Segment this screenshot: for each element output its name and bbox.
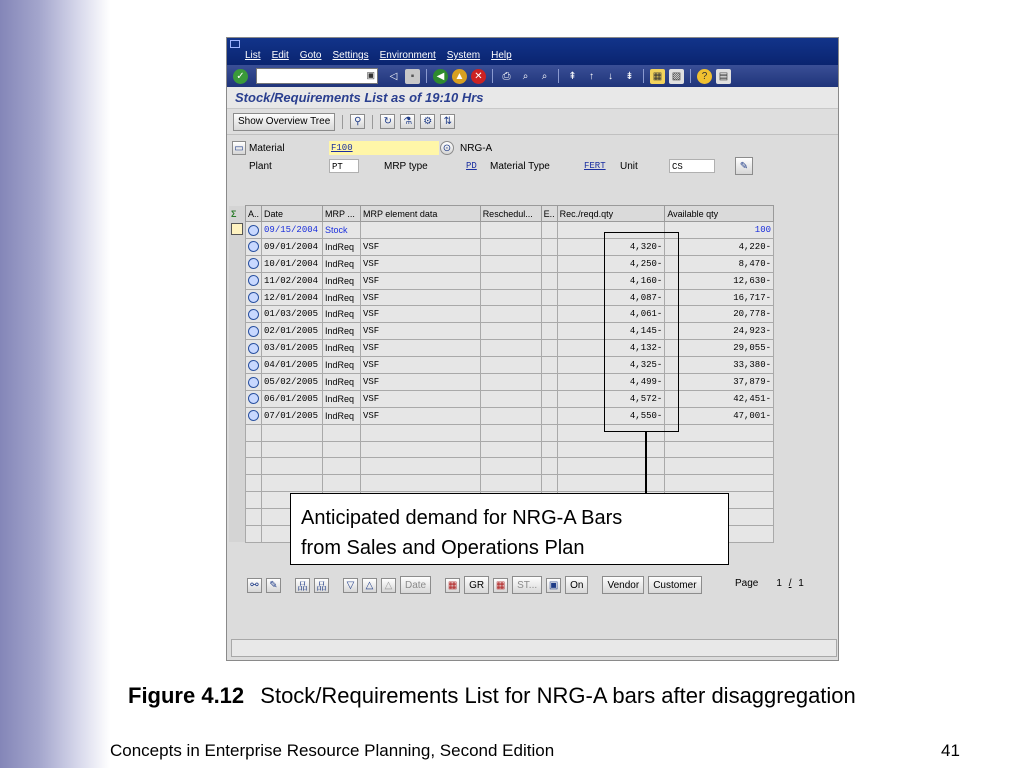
rec-reqd-qty-cell: 4,145- [557,323,665,340]
material-type-label: Material Type [490,161,550,172]
reschedule-cell [480,374,541,391]
collapse-icon[interactable]: ▽ [343,578,358,593]
plant-field[interactable]: PT [329,159,359,173]
table-row[interactable] [229,238,774,255]
e-cell [541,357,557,374]
row-selector [229,323,246,340]
row-selector [229,357,246,374]
available-qty-cell [665,424,774,441]
date-cell: 01/03/2005 [262,306,323,323]
help-icon[interactable]: ? [697,69,712,84]
rec-reqd-qty-cell: 4,160- [557,272,665,289]
page-current: 1 [776,578,782,589]
alert-icon[interactable]: △ [381,578,396,593]
mrp-element-cell [323,458,361,475]
reschedule-cell [480,272,541,289]
row-icon-cell [246,441,262,458]
display-icon[interactable]: ⚯ [247,578,262,593]
mrp-element-cell: IndReq [323,238,361,255]
available-qty-cell: 16,717- [665,289,774,306]
toolbar-separator [558,69,559,83]
gr-button[interactable]: GR [464,576,489,594]
date-cell: 06/01/2005 [262,390,323,407]
row-selector [229,509,246,526]
table-row[interactable] [229,222,774,239]
last-page-icon[interactable]: ⇟ [625,70,634,82]
customer-button[interactable]: Customer [648,576,701,594]
back-arrow-icon[interactable]: ◁ [389,70,398,82]
col-header-date[interactable]: Date [262,206,323,222]
rec-reqd-qty-cell [557,458,665,475]
element-detail-icon[interactable] [248,309,259,320]
row-selector [229,492,246,509]
callout-line-1: Anticipated demand for NRG-A Bars [301,507,623,529]
row-selector [229,340,246,357]
page-label: Page [735,578,759,589]
edit-icon[interactable]: ✎ [735,157,753,175]
available-qty-cell [665,458,774,475]
date-cell: 11/02/2004 [262,272,323,289]
e-cell [541,238,557,255]
page-separator: / [788,578,792,589]
row-selector [229,222,246,239]
material-icon[interactable]: ▭ [232,141,246,155]
menu-environment[interactable]: Environment [379,50,436,61]
row-icon-cell [246,272,262,289]
date-cell: 03/01/2005 [262,340,323,357]
pager [735,578,804,589]
layout-menu-icon[interactable]: ▤ [716,69,731,84]
figure-text: Stock/Requirements List for NRG-A bars after disaggregation [260,683,856,708]
rec-reqd-qty-cell: 4,087- [557,289,665,306]
expand-icon[interactable]: △ [362,578,377,593]
menu-settings[interactable]: Settings [332,50,369,61]
menu-edit[interactable]: Edit [271,50,289,61]
table-row[interactable] [229,407,774,424]
plant-label: Plant [249,161,272,172]
filter-icon[interactable]: ⚗ [400,114,415,129]
row-icon-cell [246,357,262,374]
e-cell [541,323,557,340]
mrp-element-data-cell: VSF [360,357,480,374]
table-row[interactable] [229,289,774,306]
footer-page-number: 41 [941,741,960,760]
stock-transfer-button[interactable]: ST... [512,576,542,594]
table-row[interactable] [229,272,774,289]
rec-reqd-qty-cell: 4,320- [557,238,665,255]
mrp-element-data-cell: VSF [360,390,480,407]
row-icon-cell [246,323,262,340]
e-cell [541,424,557,441]
available-qty-cell: 42,451- [665,390,774,407]
row-selector [229,238,246,255]
mrp-type-label: MRP type [384,161,428,172]
mrp-type-field[interactable]: PD [466,161,477,171]
row-icon-cell [246,374,262,391]
rec-reqd-qty-cell [557,475,665,492]
menu-goto[interactable]: Goto [299,50,322,61]
rec-reqd-qty-cell: 4,572- [557,390,665,407]
reschedule-cell [480,238,541,255]
date-button[interactable]: Date [400,576,431,594]
mrp-element-cell: IndReq [323,272,361,289]
reschedule-cell [480,390,541,407]
menu-list[interactable]: List [245,50,261,61]
reschedule-cell [480,407,541,424]
table-row[interactable] [229,441,774,458]
title-area [227,87,838,109]
mrp-element-cell: IndReq [323,289,361,306]
date-cell [262,458,323,475]
e-cell [541,222,557,239]
element-detail-icon[interactable] [248,225,259,236]
mrp-element-cell [323,475,361,492]
unit-field[interactable]: CS [669,159,715,173]
row-selector [229,289,246,306]
mrp-element-data-cell [360,441,480,458]
reschedule-cell [480,441,541,458]
first-page-icon[interactable]: ⇞ [568,70,577,82]
application-toolbar [227,109,838,135]
mrp-element-data-cell: VSF [360,407,480,424]
element-detail-icon[interactable] [248,343,259,354]
on-button[interactable]: On [565,576,588,594]
date-cell: 05/02/2005 [262,374,323,391]
row-icon-cell [246,509,262,526]
row-selector [229,526,246,543]
callout-line-2: from Sales and Operations Plan [301,537,585,559]
row-icon-cell [246,222,262,239]
hierarchy-expand-icon[interactable]: 品 [314,578,329,593]
save-icon[interactable]: ▪ [405,69,420,84]
material-type-field[interactable]: FERT [584,161,606,171]
row-selector [229,374,246,391]
row-icon-cell [246,492,262,509]
date-cell [262,424,323,441]
element-detail-icon[interactable] [248,326,259,337]
reschedule-cell [480,357,541,374]
date-cell [262,475,323,492]
command-field[interactable] [256,68,378,84]
stock-transfer-icon[interactable]: ▦ [493,578,508,593]
row-icon-cell [246,458,262,475]
row-icon-cell [246,255,262,272]
col-header-reschedule[interactable]: Reschedul... [480,206,541,222]
e-cell [541,441,557,458]
table-row[interactable] [229,306,774,323]
table-row[interactable] [229,374,774,391]
shortcut-icon[interactable]: ▧ [669,69,684,84]
callout-connector [645,432,647,494]
sort-icon[interactable]: ⇅ [440,114,455,129]
row-selector [229,390,246,407]
menu-help[interactable]: Help [491,50,512,61]
highlight-box [604,232,679,432]
mrp-element-data-cell [360,475,480,492]
toolbar-separator [342,115,343,129]
page-indicator [776,578,803,589]
reschedule-cell [480,222,541,239]
exit-icon[interactable]: ▲ [452,69,467,84]
mrp-element-cell: IndReq [323,407,361,424]
rec-reqd-qty-cell: 4,325- [557,357,665,374]
standard-toolbar [227,65,838,87]
gr-icon[interactable]: ▦ [445,578,460,593]
mrp-element-cell: IndReq [323,390,361,407]
toolbar-separator [426,69,427,83]
element-detail-icon[interactable] [248,275,259,286]
table-row[interactable] [229,390,774,407]
e-cell [541,255,557,272]
element-detail-icon[interactable] [248,258,259,269]
reschedule-cell [480,255,541,272]
col-header-a[interactable]: A.. [246,206,262,222]
bottom-toolbar [247,575,702,595]
mrp-element-data-cell: VSF [360,238,480,255]
next-page-icon[interactable]: ↓ [608,70,613,82]
find-next-icon[interactable]: ⌕ [541,70,548,82]
row-icon-cell [246,424,262,441]
toolbar-separator [643,69,644,83]
element-detail-icon[interactable] [248,241,259,252]
row-icon-cell [246,475,262,492]
reschedule-cell [480,340,541,357]
e-cell [541,289,557,306]
col-header-mrp[interactable]: MRP ... [323,206,361,222]
date-cell: 12/01/2004 [262,289,323,306]
figure-label: Figure 4.12 [128,683,245,708]
print-icon[interactable]: ⎙ [502,70,511,82]
status-bar [231,639,837,657]
menu-items [245,50,512,61]
element-detail-icon[interactable] [248,410,259,421]
enter-icon[interactable]: ✓ [233,69,248,84]
find-icon[interactable]: ⌕ [522,70,529,82]
mrp-element-cell: IndReq [323,255,361,272]
rec-reqd-qty-cell: 4,061- [557,306,665,323]
row-selector [229,424,246,441]
reschedule-cell [480,458,541,475]
callout-box [290,493,729,565]
table-corner-icon[interactable]: Σ [229,206,246,222]
material-header [227,135,838,195]
command-history-icon[interactable]: ▣ [366,70,375,80]
reschedule-cell [480,475,541,492]
reschedule-cell [480,306,541,323]
menu-system[interactable]: System [446,50,481,61]
col-header-available-qty[interactable]: Available qty [665,206,774,222]
row-selector [229,441,246,458]
row-icon-cell [246,238,262,255]
slide-decoration-bar [0,0,110,768]
previous-page-icon[interactable]: ↑ [589,70,594,82]
vendor-button[interactable]: Vendor [602,576,644,594]
mrp-element-data-cell: VSF [360,323,480,340]
mrp-element-data-cell [360,458,480,475]
footer-book-title: Concepts in Enterprise Resource Planning, Second Edition [110,741,555,760]
date-cell: 10/01/2004 [262,255,323,272]
change-icon[interactable]: ✎ [266,578,281,593]
date-cell: 09/15/2004 [262,222,323,239]
rec-reqd-qty-cell [557,441,665,458]
available-qty-cell: 100 [665,222,774,239]
settings-icon[interactable]: ⚙ [420,114,435,129]
table-row[interactable] [229,475,774,492]
element-detail-icon[interactable] [248,377,259,388]
e-cell [541,458,557,475]
e-cell [541,390,557,407]
page-total: 1 [798,578,804,589]
mrp-element-data-cell: VSF [360,289,480,306]
col-header-mrp-element-data[interactable]: MRP element data [360,206,480,222]
col-header-rec-reqd-qty[interactable]: Rec./reqd.qty [557,206,665,222]
rec-reqd-qty-cell: 4,132- [557,340,665,357]
available-qty-cell [665,475,774,492]
available-qty-cell: 47,001- [665,407,774,424]
e-cell [541,272,557,289]
e-cell [541,475,557,492]
table-row[interactable] [229,340,774,357]
mrp-element-cell: IndReq [323,323,361,340]
mrp-element-data-cell: VSF [360,255,480,272]
reschedule-cell [480,424,541,441]
available-qty-cell: 12,630- [665,272,774,289]
e-cell [541,374,557,391]
mrp-element-cell [323,441,361,458]
order-icon[interactable]: ▣ [546,578,561,593]
available-qty-cell: 33,380- [665,357,774,374]
rec-reqd-qty-cell: 4,550- [557,407,665,424]
e-cell [541,306,557,323]
row-icon-cell [246,340,262,357]
material-detail-icon[interactable]: ⊙ [440,141,454,155]
available-qty-cell: 20,778- [665,306,774,323]
material-field[interactable]: F100 [329,141,439,155]
date-cell: 02/01/2005 [262,323,323,340]
refresh-icon[interactable]: ↻ [380,114,395,129]
table-row[interactable] [229,424,774,441]
unit-label: Unit [620,161,638,172]
available-qty-cell: 8,470- [665,255,774,272]
e-cell [541,340,557,357]
available-qty-cell: 37,879- [665,374,774,391]
e-cell [541,407,557,424]
row-selector [229,475,246,492]
table-row[interactable] [229,458,774,475]
figure-caption [128,683,856,709]
row-icon-cell [246,306,262,323]
toolbar-separator [372,115,373,129]
col-header-e[interactable]: E.. [541,206,557,222]
element-detail-icon[interactable] [248,393,259,404]
page-title: Stock/Requirements List as of 19:10 Hrs [235,90,484,105]
menu-bar [227,38,838,65]
sap-window [226,37,839,661]
date-cell: 07/01/2005 [262,407,323,424]
table-row[interactable] [229,323,774,340]
table-row[interactable] [229,357,774,374]
mrp-element-data-cell: VSF [360,374,480,391]
available-qty-cell: 29,055- [665,340,774,357]
reschedule-cell [480,323,541,340]
row-selector [229,458,246,475]
hierarchy-icon[interactable]: 品 [295,578,310,593]
mrp-element-data-cell: VSF [360,272,480,289]
row-selector [229,272,246,289]
row-selector [229,306,246,323]
mrp-element-cell: IndReq [323,357,361,374]
mrp-element-cell: IndReq [323,340,361,357]
row-selector [229,407,246,424]
toolbar-separator [492,69,493,83]
row-selector [229,255,246,272]
show-overview-tree-button[interactable]: Show Overview Tree [233,113,335,131]
cancel-icon[interactable]: ✕ [471,69,486,84]
available-qty-cell [665,441,774,458]
person-icon[interactable]: ⚲ [350,114,365,129]
toolbar-separator [690,69,691,83]
rec-reqd-qty-cell: 4,250- [557,255,665,272]
row-icon-cell [246,289,262,306]
reschedule-cell [480,289,541,306]
rec-reqd-qty-cell: 4,499- [557,374,665,391]
element-detail-icon[interactable] [248,292,259,303]
mrp-element-data-cell: VSF [360,340,480,357]
mrp-element-data-cell [360,222,480,239]
material-description: NRG-A [460,143,493,154]
row-icon-cell [246,407,262,424]
mrp-element-cell: IndReq [323,374,361,391]
element-detail-icon[interactable] [248,360,259,371]
table-row[interactable] [229,255,774,272]
date-cell: 04/01/2005 [262,357,323,374]
material-label: Material [249,143,285,154]
mrp-element-cell: IndReq [323,306,361,323]
available-qty-cell: 4,220- [665,238,774,255]
row-action-icon[interactable] [231,223,243,235]
row-icon-cell [246,390,262,407]
create-session-icon[interactable]: ▦ [650,69,665,84]
date-cell: 09/01/2004 [262,238,323,255]
mrp-element-cell [323,424,361,441]
back-icon[interactable]: ◀ [433,69,448,84]
system-menu-icon[interactable] [230,40,240,48]
mrp-element-data-cell: VSF [360,306,480,323]
row-icon-cell [246,526,262,543]
available-qty-cell: 24,923- [665,323,774,340]
date-cell [262,441,323,458]
mrp-element-cell: Stock [323,222,361,239]
mrp-element-data-cell [360,424,480,441]
